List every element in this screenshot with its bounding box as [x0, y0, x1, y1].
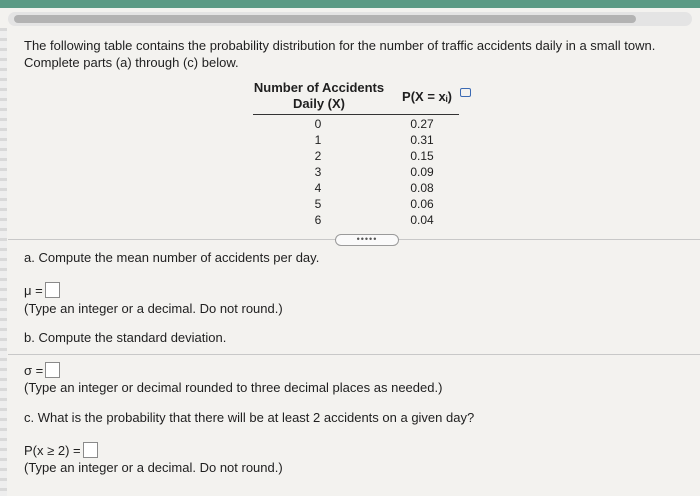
- part-a-question: a. Compute the mean number of accidents per day.: [24, 250, 320, 265]
- part-b-answer: [24, 362, 60, 379]
- table-cell: 0.09: [410, 165, 434, 179]
- table-cell: 0.15: [410, 149, 434, 163]
- table-cell: 2: [314, 149, 322, 163]
- std-label: σ =: [24, 363, 44, 378]
- intro-line-1: The following table contains the probability distribution for the number of traffic accidents daily in a small town.: [24, 38, 656, 53]
- part-b-question: b. Compute the standard deviation.: [24, 330, 227, 345]
- table-cell: 1: [314, 133, 322, 147]
- table-header-x: [253, 80, 385, 112]
- table-cell: 0.27: [410, 117, 434, 131]
- question-intro: [24, 38, 655, 72]
- table-header-p: P(X = xᵢ): [402, 89, 452, 104]
- intro-line-2: Complete parts (a) through (c) below.: [24, 55, 239, 70]
- left-rail: [0, 28, 7, 496]
- prob-input[interactable]: [83, 442, 98, 458]
- part-b-hint: (Type an integer or decimal rounded to three decimal places as needed.): [24, 380, 443, 395]
- table-cell: 5: [314, 197, 322, 211]
- table-cell: 4: [314, 181, 322, 195]
- section-divider-2: [8, 354, 700, 355]
- header-x-line2: Daily (X): [292, 96, 345, 111]
- p-values-column: [398, 116, 446, 228]
- part-a-hint: (Type an integer or a decimal. Do not round.): [24, 301, 283, 316]
- table-cell: 6: [314, 213, 322, 227]
- table-cell: 0.04: [410, 213, 434, 227]
- part-c-hint: (Type an integer or a decimal. Do not round.): [24, 460, 283, 475]
- std-input[interactable]: [45, 362, 60, 378]
- scrollbar-thumb[interactable]: [14, 15, 636, 23]
- prob-label: P(x ≥ 2) =: [24, 443, 81, 458]
- header-x-line1: Number of Accidents: [253, 80, 385, 95]
- part-a-answer: [24, 282, 60, 299]
- table-cell: 3: [314, 165, 322, 179]
- mean-label: μ =: [24, 283, 43, 298]
- expand-more-button[interactable]: •••••: [335, 234, 399, 246]
- table-cell: 0.08: [410, 181, 434, 195]
- part-c-question: c. What is the probability that there will be at least 2 accidents on a given day?: [24, 410, 475, 425]
- table-cell: 0.31: [410, 133, 434, 147]
- table-header-rule: [253, 114, 459, 115]
- table-cell: 0: [314, 117, 322, 131]
- part-c-answer: [24, 442, 98, 459]
- copy-table-icon[interactable]: [460, 88, 471, 97]
- table-cell: 0.06: [410, 197, 434, 211]
- mean-input[interactable]: [45, 282, 60, 298]
- x-values-column: [290, 116, 346, 228]
- top-accent-bar: [0, 0, 700, 8]
